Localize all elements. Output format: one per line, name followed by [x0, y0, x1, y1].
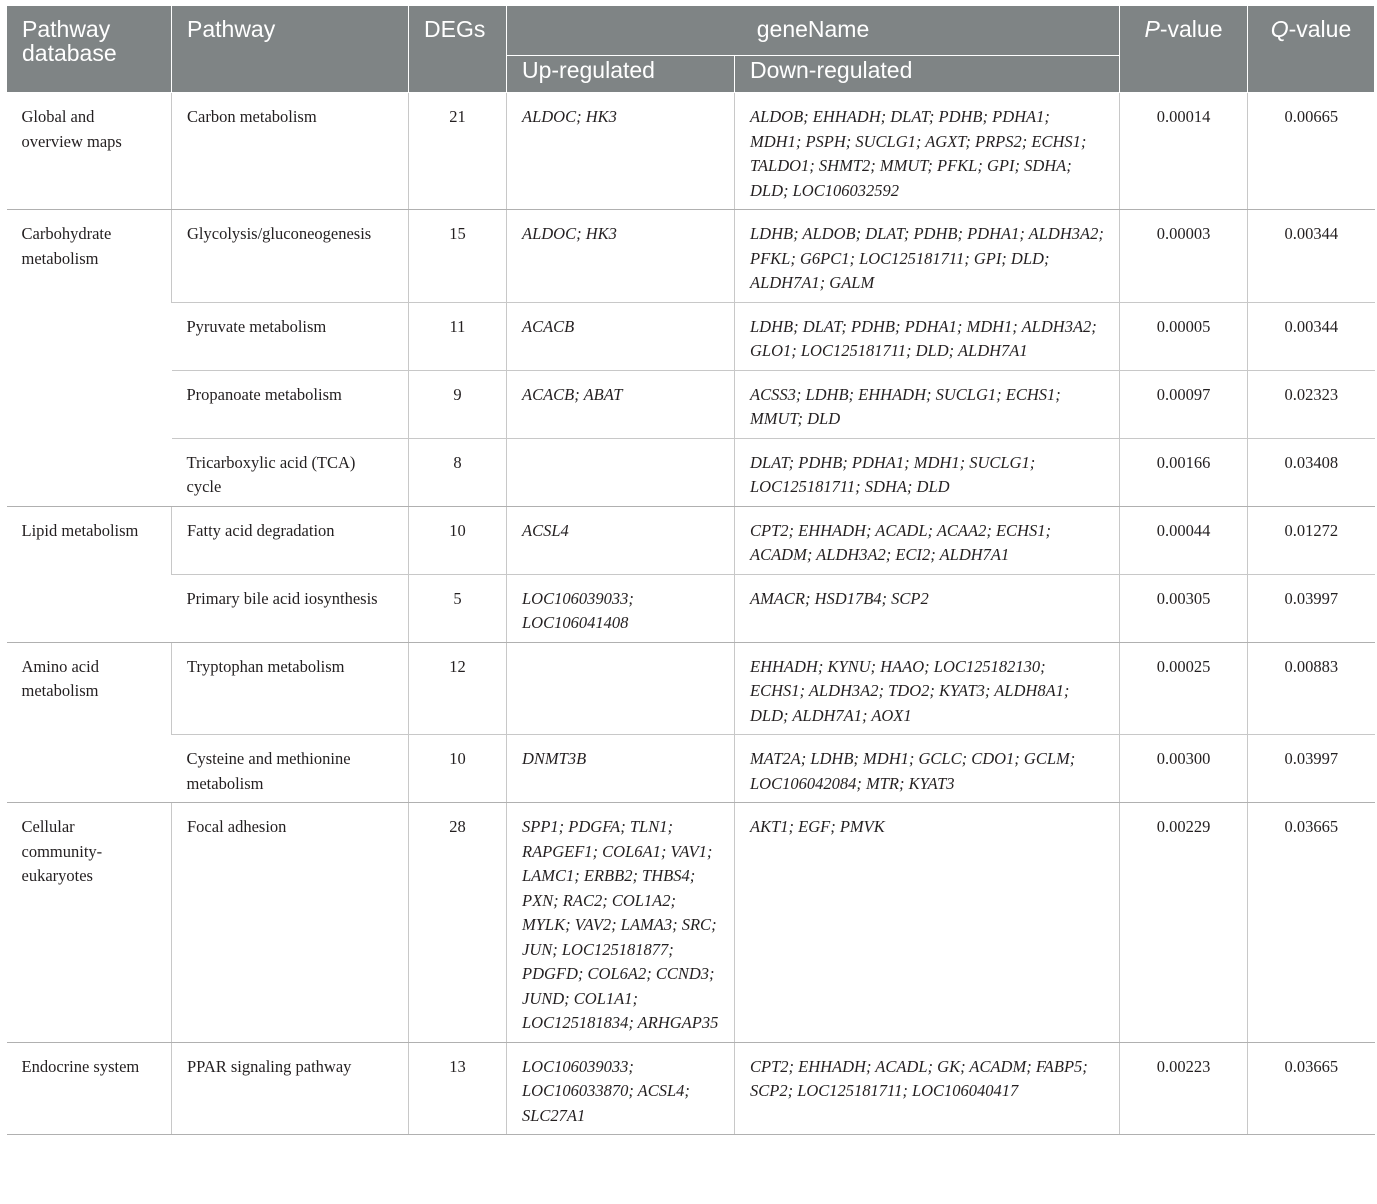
cell-q-value: 0.03665 — [1248, 803, 1375, 1043]
table-row — [7, 370, 1375, 438]
cell-up-regulated: LOC106039033; LOC106033870; ACSL4; SLC27A1 — [507, 1042, 735, 1135]
cell-up-regulated — [507, 642, 735, 735]
cell-down-regulated: AMACR; HSD17B4; SCP2 — [735, 574, 1120, 642]
cell-up-regulated: ALDOC; HK3 — [507, 93, 735, 210]
cell-pathway: PPAR signaling pathway — [172, 1042, 409, 1135]
cell-q-value: 0.01272 — [1248, 506, 1375, 574]
cell-up-regulated: ACACB; ABAT — [507, 370, 735, 438]
cell-degs: 10 — [409, 735, 507, 803]
cell-pathway: Cysteine and methionine metabolism — [172, 735, 409, 803]
cell-pathway: Primary bile acid iosynthesis — [172, 574, 409, 642]
pathway-enrichment-table — [6, 5, 1375, 1135]
cell-down-regulated: EHHADH; KYNU; HAAO; LOC125182130; ECHS1; ALDH3A2; TDO2; KYAT3; ALDH8A1; DLD; ALDH7A1; AOX1 — [735, 642, 1120, 735]
table-row — [7, 803, 1375, 1043]
header-up-regulated: Up-regulated — [507, 56, 735, 93]
cell-up-regulated — [507, 438, 735, 506]
cell-p-value: 0.00005 — [1120, 302, 1248, 370]
cell-pathway: Carbon metabolism — [172, 93, 409, 210]
cell-pathway-database: Amino acid metabolism — [7, 642, 172, 803]
table-row — [7, 210, 1375, 303]
header-p-letter: P — [1144, 16, 1160, 42]
table-row — [7, 642, 1375, 735]
header-p-suffix: -value — [1159, 16, 1223, 42]
cell-p-value: 0.00223 — [1120, 1042, 1248, 1135]
cell-down-regulated: ALDOB; EHHADH; DLAT; PDHB; PDHA1; MDH1; PSPH; SUCLG1; AGXT; PRPS2; ECHS1; TALDO1; SHMT2; MMUT; PFKL; GPI; SDHA; DLD; LOC106032592 — [735, 93, 1120, 210]
cell-p-value: 0.00300 — [1120, 735, 1248, 803]
cell-q-value: 0.03997 — [1248, 735, 1375, 803]
cell-q-value: 0.03665 — [1248, 1042, 1375, 1135]
cell-down-regulated: ACSS3; LDHB; EHHADH; SUCLG1; ECHS1; MMUT; DLD — [735, 370, 1120, 438]
cell-up-regulated: LOC106039033; LOC106041408 — [507, 574, 735, 642]
table-row — [7, 735, 1375, 803]
table-row — [7, 302, 1375, 370]
cell-degs: 10 — [409, 506, 507, 574]
header-pathway-database: Pathway database — [7, 6, 172, 93]
cell-up-regulated: ALDOC; HK3 — [507, 210, 735, 303]
table-row — [7, 1042, 1375, 1135]
cell-q-value: 0.00344 — [1248, 302, 1375, 370]
cell-pathway: Tricarboxylic acid (TCA) cycle — [172, 438, 409, 506]
header-q-value — [1248, 6, 1375, 93]
cell-p-value: 0.00003 — [1120, 210, 1248, 303]
cell-pathway-database: Cellular community-eukaryotes — [7, 803, 172, 1043]
cell-pathway: Pyruvate metabolism — [172, 302, 409, 370]
cell-pathway: Propanoate metabolism — [172, 370, 409, 438]
cell-degs: 9 — [409, 370, 507, 438]
header-gene-name: geneName — [507, 6, 1120, 56]
cell-q-value: 0.00883 — [1248, 642, 1375, 735]
table-row — [7, 506, 1375, 574]
header-q-letter: Q — [1270, 16, 1289, 42]
cell-pathway: Focal adhesion — [172, 803, 409, 1043]
cell-down-regulated: LDHB; DLAT; PDHB; PDHA1; MDH1; ALDH3A2; GLO1; LOC125181711; DLD; ALDH7A1 — [735, 302, 1120, 370]
cell-p-value: 0.00014 — [1120, 93, 1248, 210]
header-p-value — [1120, 6, 1248, 93]
cell-degs: 5 — [409, 574, 507, 642]
cell-down-regulated: CPT2; EHHADH; ACADL; ACAA2; ECHS1; ACADM; ALDH3A2; ECI2; ALDH7A1 — [735, 506, 1120, 574]
cell-degs: 28 — [409, 803, 507, 1043]
cell-p-value: 0.00025 — [1120, 642, 1248, 735]
cell-p-value: 0.00229 — [1120, 803, 1248, 1043]
table-row — [7, 438, 1375, 506]
cell-down-regulated: AKT1; EGF; PMVK — [735, 803, 1120, 1043]
cell-pathway-database: Global and overview maps — [7, 93, 172, 210]
cell-q-value: 0.00665 — [1248, 93, 1375, 210]
cell-q-value: 0.02323 — [1248, 370, 1375, 438]
cell-degs: 8 — [409, 438, 507, 506]
cell-degs: 11 — [409, 302, 507, 370]
cell-down-regulated: MAT2A; LDHB; MDH1; GCLC; CDO1; GCLM; LOC106042084; MTR; KYAT3 — [735, 735, 1120, 803]
cell-pathway-database: Lipid metabolism — [7, 506, 172, 642]
header-down-regulated: Down-regulated — [735, 56, 1120, 93]
cell-p-value: 0.00166 — [1120, 438, 1248, 506]
cell-q-value: 0.03408 — [1248, 438, 1375, 506]
table-row — [7, 93, 1375, 210]
header-q-suffix: -value — [1288, 16, 1352, 42]
table-header — [7, 6, 1375, 93]
cell-degs: 13 — [409, 1042, 507, 1135]
cell-q-value: 0.03997 — [1248, 574, 1375, 642]
cell-degs: 12 — [409, 642, 507, 735]
cell-degs: 15 — [409, 210, 507, 303]
cell-up-regulated: ACSL4 — [507, 506, 735, 574]
table-body — [7, 93, 1375, 1135]
pathway-table-container — [6, 5, 1374, 1135]
cell-down-regulated: DLAT; PDHB; PDHA1; MDH1; SUCLG1; LOC125181711; SDHA; DLD — [735, 438, 1120, 506]
cell-pathway-database: Carbohydrate metabolism — [7, 210, 172, 507]
cell-p-value: 0.00044 — [1120, 506, 1248, 574]
cell-p-value: 0.00305 — [1120, 574, 1248, 642]
cell-p-value: 0.00097 — [1120, 370, 1248, 438]
header-pathway: Pathway — [172, 6, 409, 93]
cell-pathway-database: Endocrine system — [7, 1042, 172, 1135]
cell-down-regulated: CPT2; EHHADH; ACADL; GK; ACADM; FABP5; SCP2; LOC125181711; LOC106040417 — [735, 1042, 1120, 1135]
cell-pathway: Glycolysis/gluconeogenesis — [172, 210, 409, 303]
cell-degs: 21 — [409, 93, 507, 210]
cell-q-value: 0.00344 — [1248, 210, 1375, 303]
cell-pathway: Tryptophan metabolism — [172, 642, 409, 735]
cell-up-regulated: DNMT3B — [507, 735, 735, 803]
header-degs: DEGs — [409, 6, 507, 93]
cell-up-regulated: SPP1; PDGFA; TLN1; RAPGEF1; COL6A1; VAV1; LAMC1; ERBB2; THBS4; PXN; RAC2; COL1A2; MYLK; VAV2; LAMA3; SRC; JUN; LOC125181877; PDGFD; COL6A2; CCND3; JUND; COL1A1; LOC125181834; ARHGAP35 — [507, 803, 735, 1043]
cell-down-regulated: LDHB; ALDOB; DLAT; PDHB; PDHA1; ALDH3A2; PFKL; G6PC1; LOC125181711; GPI; DLD; ALDH7A1; GALM — [735, 210, 1120, 303]
cell-pathway: Fatty acid degradation — [172, 506, 409, 574]
table-row — [7, 574, 1375, 642]
cell-up-regulated: ACACB — [507, 302, 735, 370]
